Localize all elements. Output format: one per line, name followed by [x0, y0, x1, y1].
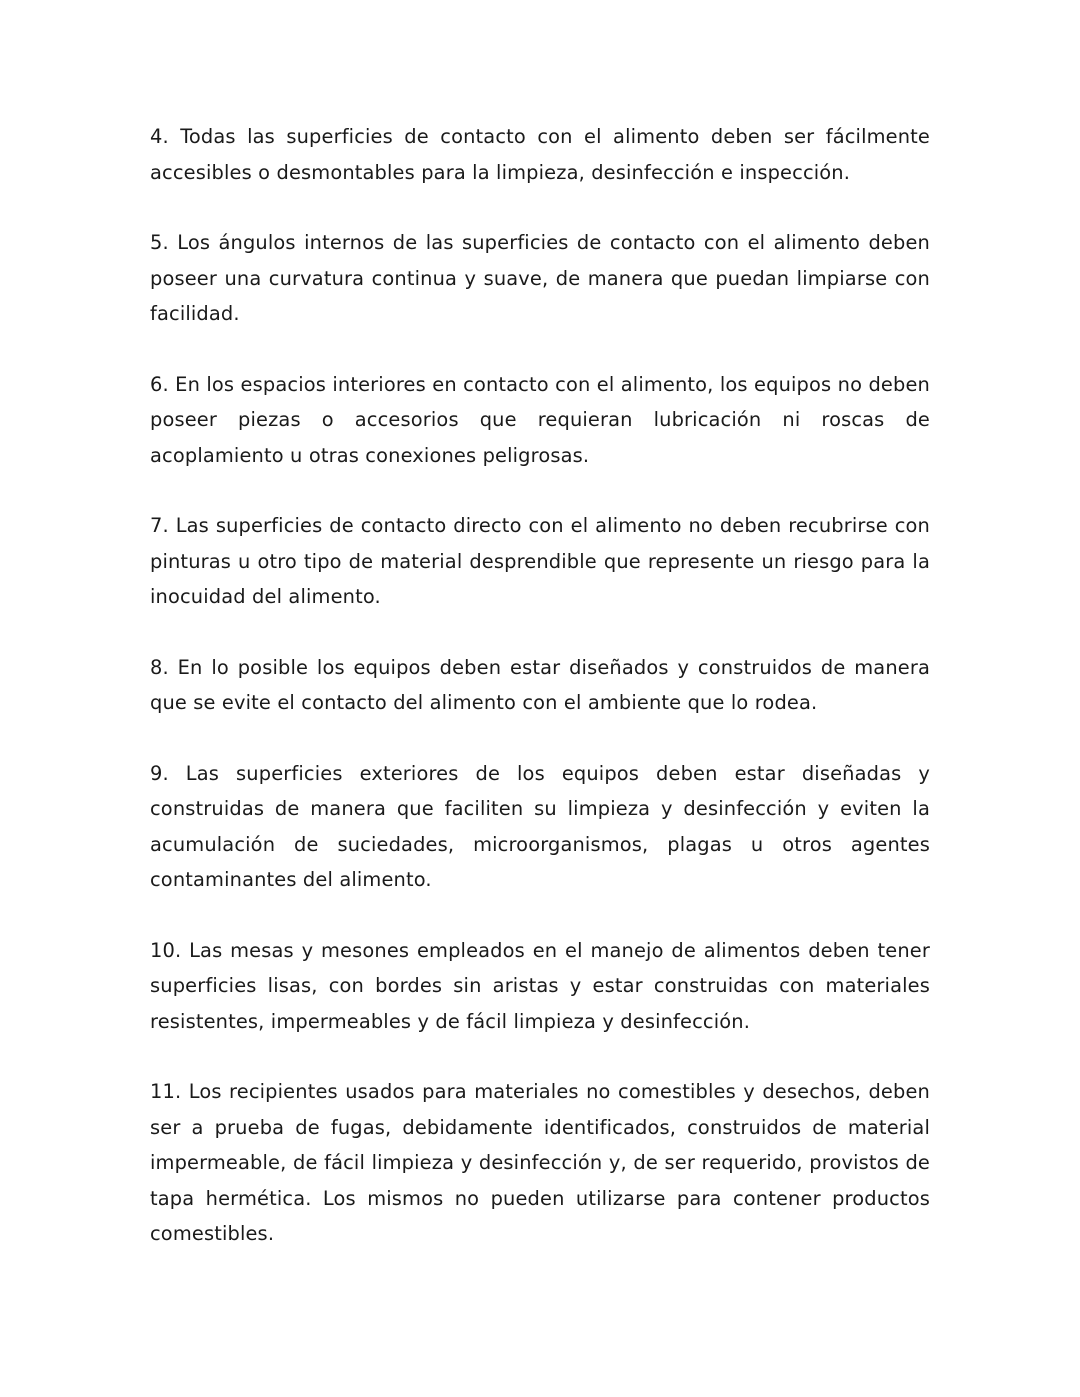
paragraph-item-8: 8. En lo posible los equipos deben estar diseñados y construidos de manera que se evite el contacto del alimento con el ambiente que lo rodea. [150, 655, 930, 714]
paragraph-item-11: 11. Los recipientes usados para materiales no comestibles y desechos, deben ser a prueba de fugas, debidamente identificados, construidos de material impermeable, de fácil limpieza y desinfección y, de ser requerido, provistos de tapa hermética. Los mismos no pueden utilizarse para contener productos comestibles. [150, 1080, 930, 1245]
paragraph-item-9: 9. Las superficies exteriores de los equipos deben estar diseñadas y construidas de manera que faciliten su limpieza y desinfección y eviten la acumulación de suciedades, microorganismos, plagas u otros agentes contaminantes del alimento. [150, 761, 930, 891]
paragraph-item-10: 10. Las mesas y mesones empleados en el manejo de alimentos deben tener superficies lisas, con bordes sin aristas y estar construidas con materiales resistentes, impermeables y de fácil limpieza y desinfección. [150, 938, 930, 1033]
paragraph-item-5: 5. Los ángulos internos de las superficies de contacto con el alimento deben poseer una curvatura continua y suave, de manera que puedan limpiarse con facilidad. [150, 231, 930, 325]
document-page [150, 119, 930, 1287]
paragraph-item-7: 7. Las superficies de contacto directo con el alimento no deben recubrirse con pinturas u otro tipo de material desprendible que represente un riesgo para la inocuidad del alimento. [150, 514, 930, 608]
paragraph-item-6: 6. En los espacios interiores en contacto con el alimento, los equipos no deben poseer piezas o accesorios que requieran lubricación ni roscas de acoplamiento u otras conexiones peligrosas. [150, 372, 930, 467]
paragraph-item-4: 4. Todas las superficies de contacto con el alimento deben ser fácilmente accesibles o desmontables para la limpieza, desinfección e inspección. [150, 125, 930, 184]
